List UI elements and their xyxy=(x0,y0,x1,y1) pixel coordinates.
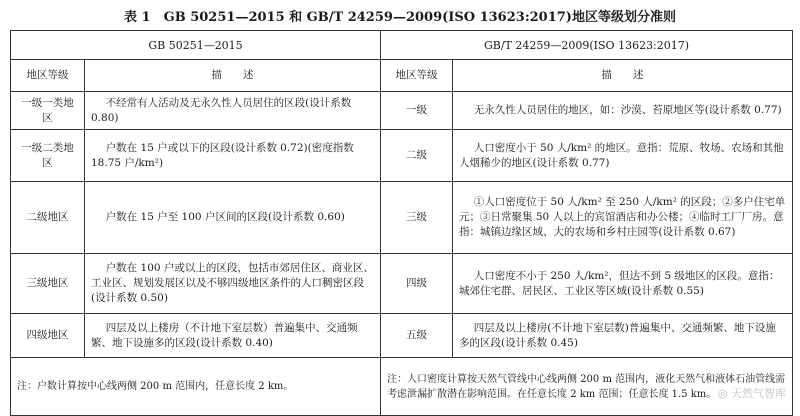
left-level-header: 地区等级 xyxy=(11,60,85,92)
table-title: 表 1 GB 50251—2015 和 GB/T 24259—2009(ISO 13623:2017)地区等级划分准则 xyxy=(124,10,676,25)
right-desc-cell: 人口密度小于 50 人/km² 的地区。意指：荒原、牧场、农场和其他人烟稀少的地区(设计系数 0.77) xyxy=(453,130,793,182)
right-desc-header: 描 述 xyxy=(453,60,793,92)
right-level-cell: 一级 xyxy=(381,92,453,130)
left-desc-cell: 不经常有人活动及无永久性人员居住的区段(设计系数 0.80) xyxy=(85,92,381,130)
right-level-header: 地区等级 xyxy=(381,60,453,92)
table-row xyxy=(11,130,793,182)
left-level-cell: 二级地区 xyxy=(11,182,85,254)
left-level-cell: 一级一类地区 xyxy=(11,92,85,130)
right-desc-cell: 四层及以上楼房(不计地下室层数)普遍集中、交通频繁、地下设施多的区段(设计系数 0.45) xyxy=(453,314,793,358)
table-row xyxy=(11,314,793,358)
table-row xyxy=(11,182,793,254)
classification-table xyxy=(10,30,793,416)
notes-row xyxy=(11,358,793,416)
watermark xyxy=(718,385,786,401)
left-standard-header: GB 50251—2015 xyxy=(11,31,381,60)
left-desc-cell: 四层及以上楼房（不计地下室层数）普遍集中、交通频繁、地下设施多的区段(设计系数 0.40) xyxy=(85,314,381,358)
right-standard-header: GB/T 24259—2009(ISO 13623:2017) xyxy=(381,31,793,60)
watermark-text: 天然气智库 xyxy=(731,387,786,400)
right-level-cell: 四级 xyxy=(381,254,453,314)
right-desc-cell: ①人口密度位于 50 人/km² 至 250 人/km² 的区段；②多户住宅单元；③日常聚集 50 人以上的宾馆酒店和办公楼；④临时工厂厂房。意指：城镇边缘区域、大的农场和乡村庄园等(设计系数 0.67) xyxy=(453,182,793,254)
right-desc-cell: 无永久性人员居住的地区，如：沙漠、苔原地区等(设计系数 0.77) xyxy=(453,92,793,130)
right-note: 注：人口密度计算按天然气管线中心线两侧 200 m 范围内，液化天然气和液体石油管线需考虑泄漏扩散潜在影响范围。在任意长度 2 km 范围；任意长度 1.5 km。 xyxy=(381,358,793,416)
column-header-row xyxy=(11,60,793,92)
wechat-icon: ◎ xyxy=(717,387,728,400)
left-desc-cell: 户数在 15 户至 100 户区间的区段(设计系数 0.60) xyxy=(85,182,381,254)
right-level-cell: 二级 xyxy=(381,130,453,182)
left-desc-cell: 户数在 15 户或以下的区段(设计系数 0.72)(密度指数 18.75 户/km²) xyxy=(85,130,381,182)
left-level-cell: 四级地区 xyxy=(11,314,85,358)
left-note: 注：户数计算按中心线两侧 200 m 范围内，任意长度 2 km。 xyxy=(11,358,381,416)
table-row xyxy=(11,254,793,314)
right-level-cell: 三级 xyxy=(381,182,453,254)
table-row xyxy=(11,92,793,130)
left-desc-cell: 户数在 100 户或以上的区段，包括市郊居住区、商业区、工业区、规划发展区以及不够四级地区条件的人口稠密区段(设计系数 0.50) xyxy=(85,254,381,314)
left-level-cell: 一级二类地区 xyxy=(11,130,85,182)
standard-header-row xyxy=(11,31,793,60)
right-level-cell: 五级 xyxy=(381,314,453,358)
left-level-cell: 三级地区 xyxy=(11,254,85,314)
left-desc-header: 描 述 xyxy=(85,60,381,92)
right-desc-cell: 人口密度不小于 250 人/km²，但达不到 5 级地区的区段。意指：城郊住宅群、居民区、工业区等区域(设计系数 0.55) xyxy=(453,254,793,314)
